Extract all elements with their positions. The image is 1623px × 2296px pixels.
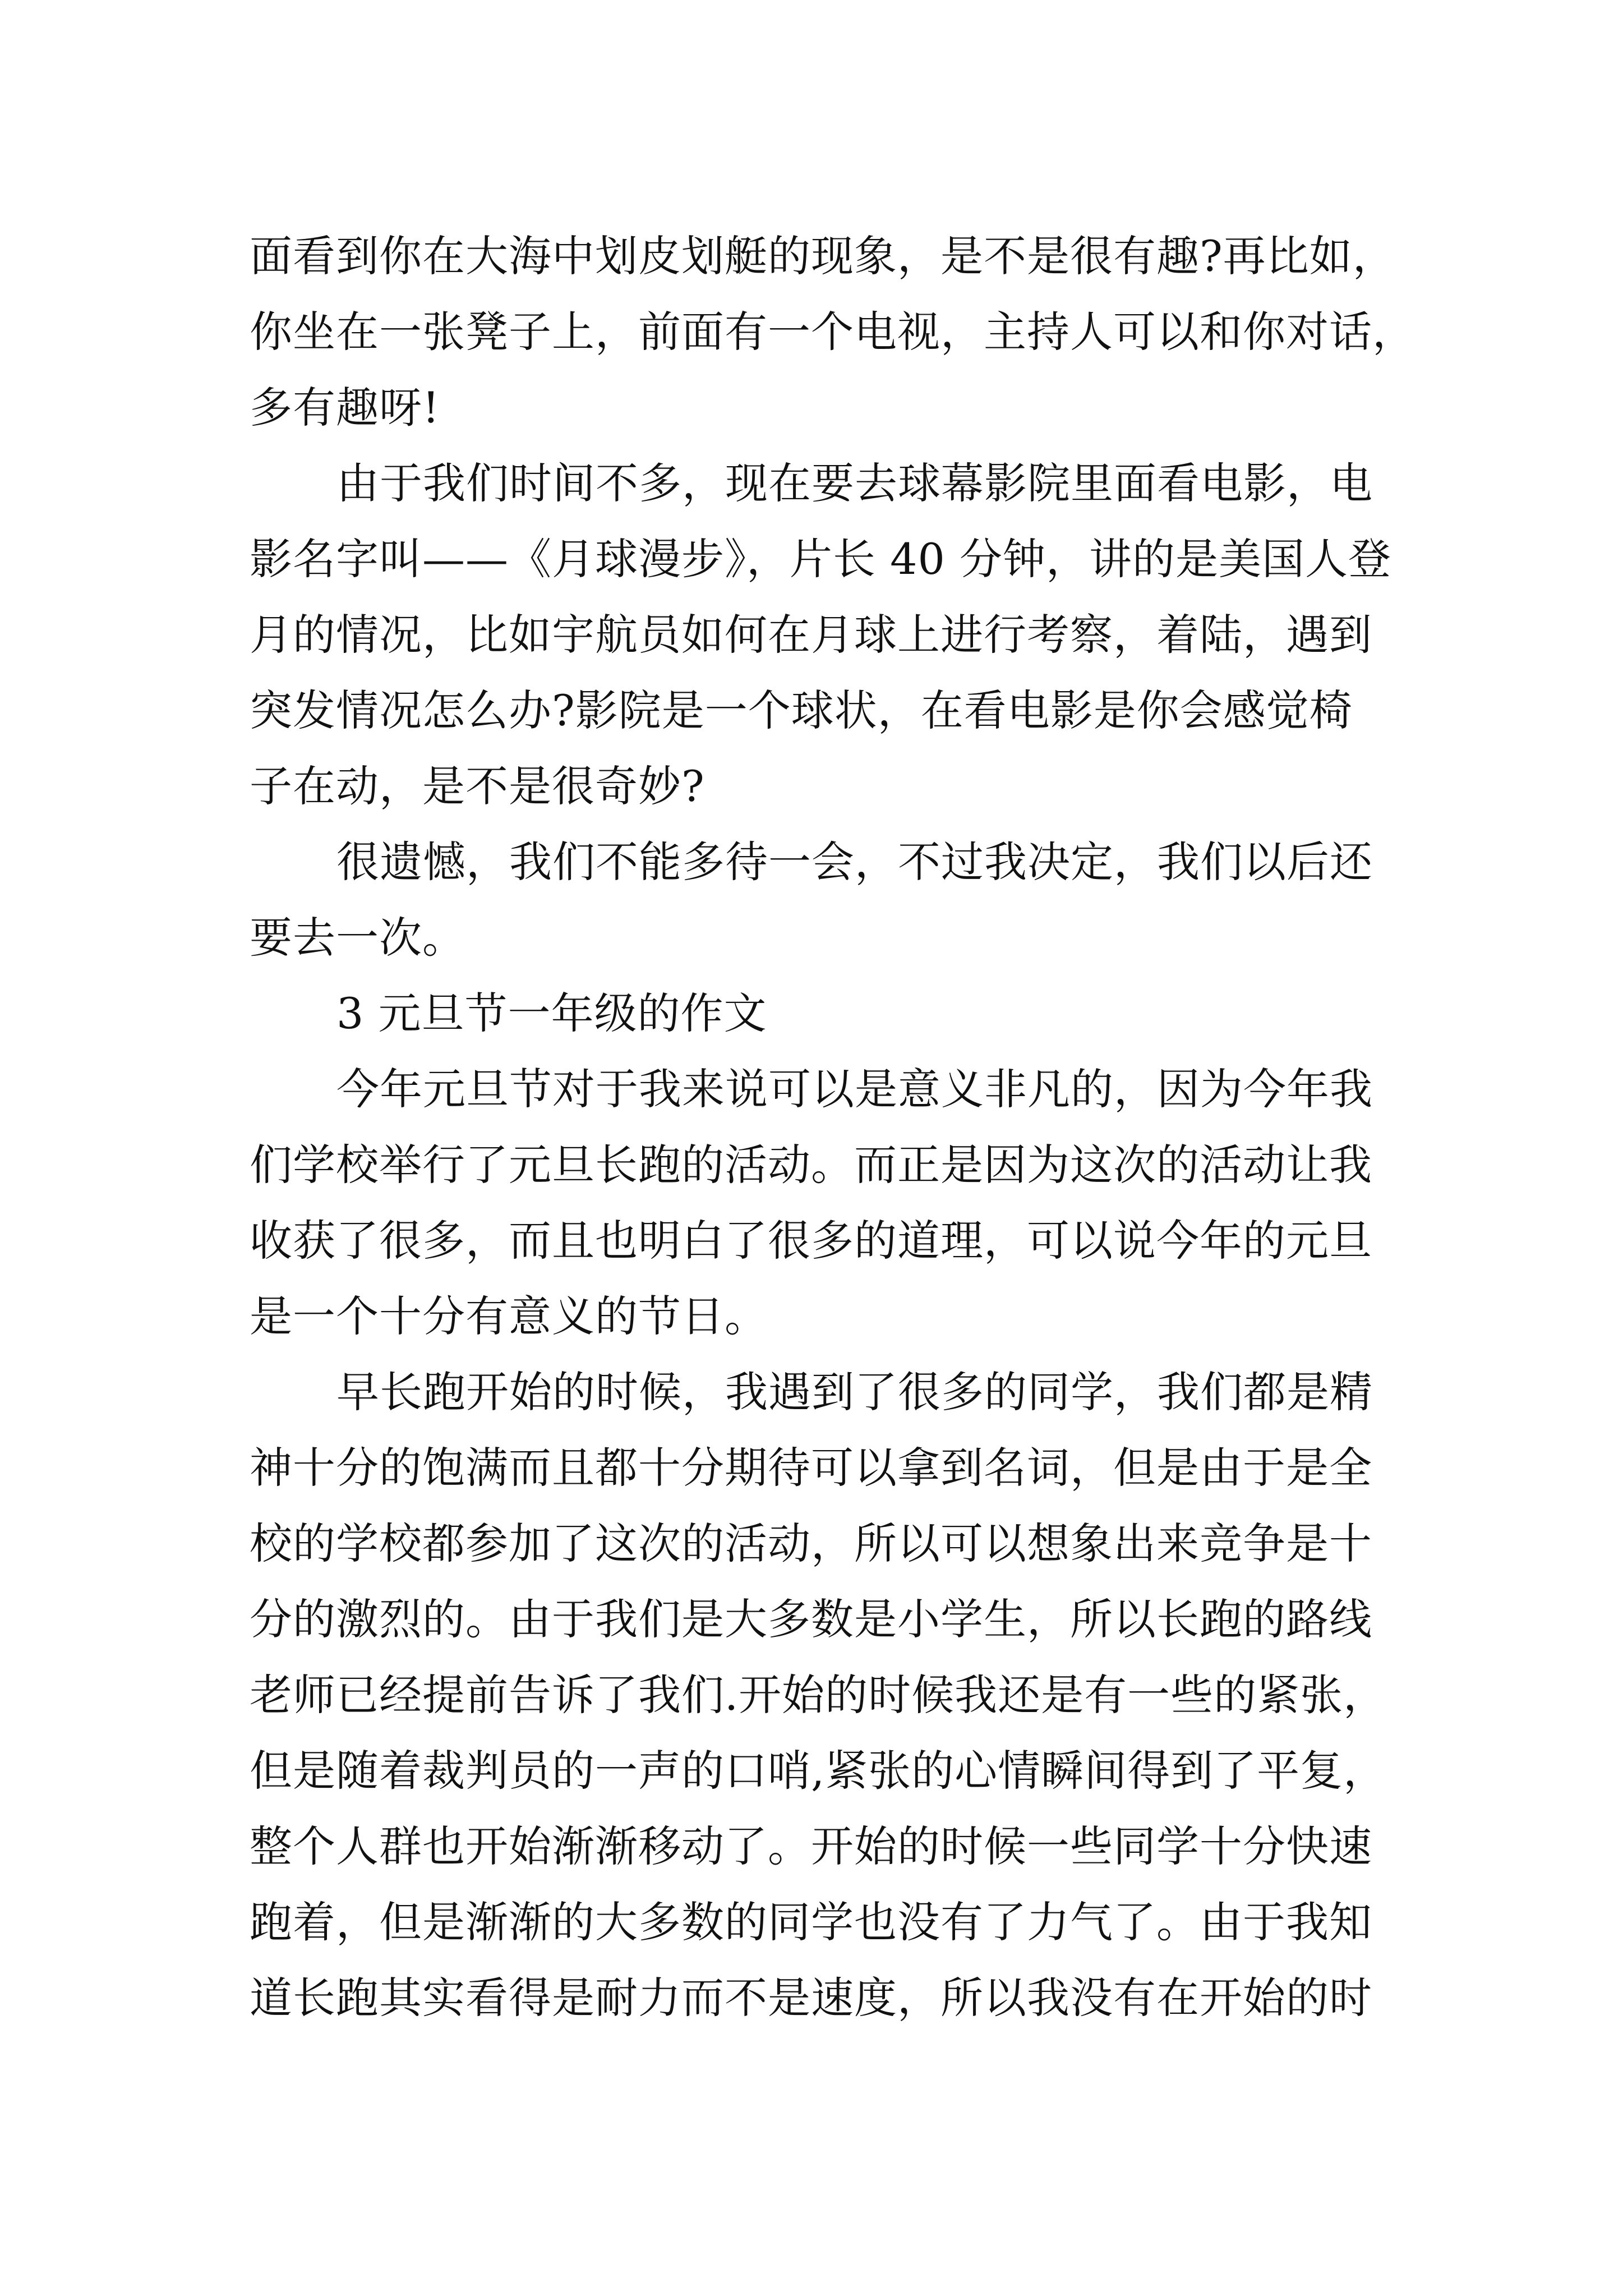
text-line: 早长跑开始的时候，我遇到了很多的同学，我们都是精 (336, 1367, 1373, 1417)
text-line: 要去一次。 (250, 913, 465, 963)
text-line: 很遗憾，我们不能多待一会，不过我决定，我们以后还 (336, 837, 1373, 887)
text-line: 道长跑其实看得是耐力而不是速度，所以我没有在开始的时 (250, 1973, 1372, 2023)
text-line: 由于我们时间不多，现在要去球幕影院里面看电影，电 (336, 458, 1373, 508)
text-line: 校的学校都参加了这次的活动，所以可以想象出来竞争是十 (250, 1519, 1372, 1568)
text-line: 分的激烈的。由于我们是大多数是小学生，所以长跑的路线 (250, 1594, 1372, 1644)
text-line: 面看到你在大海中划皮划艇的现象，是不是很有趣?再比如， (250, 231, 1396, 281)
text-line: 收获了很多，而且也明白了很多的道理，可以说今年的元旦 (250, 1216, 1372, 1266)
section-heading: 3 元旦节一年级的作文 (336, 988, 767, 1038)
text-line: 月的情况，比如宇航员如何在月球上进行考察，着陆，遇到 (250, 610, 1372, 660)
text-line: 突发情况怎么办?影院是一个球状，在看电影是你会感觉椅 (250, 685, 1353, 735)
text-line: 跑着，但是渐渐的大多数的同学也没有了力气了。由于我知 (250, 1897, 1372, 1947)
text-line: 老师已经提前告诉了我们.开始的时候我还是有一些的紧张， (250, 1670, 1387, 1720)
text-line: 影名字叫——《月球漫步》，片长 40 分钟，讲的是美国人登 (250, 534, 1392, 584)
text-line: 今年元旦节对于我来说可以是意义非凡的，因为今年我 (336, 1064, 1373, 1114)
text-line: 神十分的饱满而且都十分期待可以拿到名词，但是由于是全 (250, 1443, 1372, 1493)
text-line: 但是随着裁判员的一声的口哨,紧张的心情瞬间得到了平复， (250, 1746, 1387, 1796)
text-line: 多有趣呀! (250, 383, 440, 432)
text-line: 你坐在一张凳子上，前面有一个电视，主持人可以和你对话， (250, 307, 1415, 357)
text-line: 是一个十分有意义的节日。 (250, 1291, 768, 1341)
text-line: 们学校举行了元旦长跑的活动。而正是因为这次的活动让我 (250, 1140, 1372, 1190)
text-line: 整个人群也开始渐渐移动了。开始的时候一些同学十分快速 (250, 1821, 1372, 1871)
text-line: 子在动，是不是很奇妙? (250, 761, 705, 811)
